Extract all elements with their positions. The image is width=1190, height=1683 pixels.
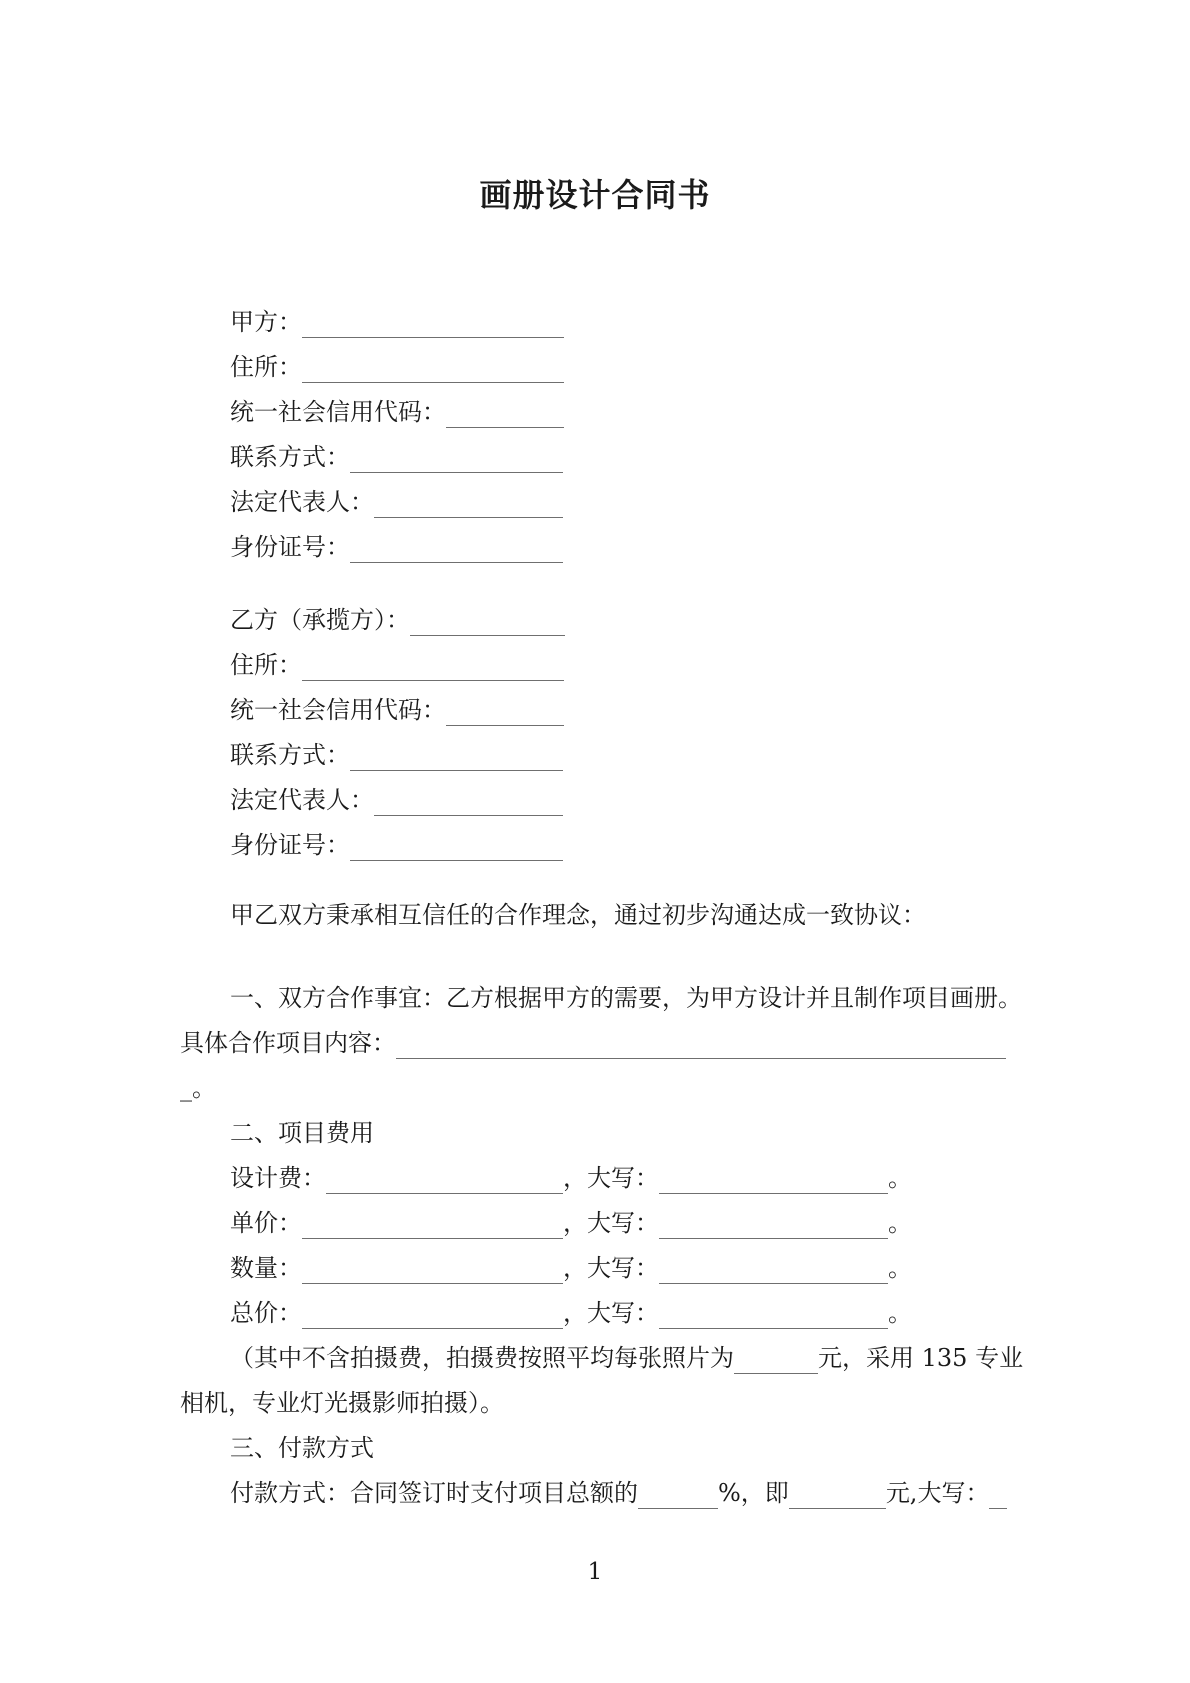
section-one-detail-blank xyxy=(396,1030,1006,1059)
party-b-contact-line xyxy=(180,733,1010,778)
fee-row-total-price xyxy=(180,1291,1010,1336)
spacer xyxy=(180,220,1010,300)
pay-mid1: %，即 xyxy=(718,1479,789,1507)
note-mid: 元，采用 135 专业 xyxy=(818,1344,1024,1372)
section-three xyxy=(180,1426,1010,1516)
amount-blank xyxy=(789,1480,886,1509)
party-a-contact-label: 联系方式： xyxy=(230,443,350,471)
party-b-legal-rep-blank xyxy=(374,787,563,816)
party-b-name-label: 乙方（承揽方）： xyxy=(230,606,410,634)
row-end: 。 xyxy=(888,1299,912,1327)
party-b-name-line xyxy=(180,598,1010,643)
note-prefix: （其中不含拍摄费，拍摄费按照平均每张照片为 xyxy=(230,1344,734,1372)
section-one xyxy=(180,976,1022,1111)
daxie-label: ，大写： xyxy=(563,1299,659,1327)
party-a-credit-code-blank xyxy=(446,399,564,428)
photo-fee-note-line2: 相机，专业灯光摄影师拍摄）。 xyxy=(180,1389,504,1417)
fee-label: 总价： xyxy=(230,1299,302,1327)
section-two xyxy=(180,1111,1024,1426)
spacer xyxy=(180,570,1010,598)
pay-mid2: 元,大写： xyxy=(885,1479,990,1507)
daxie-label: ，大写： xyxy=(563,1209,659,1237)
party-b-name-blank xyxy=(410,607,565,636)
party-b-credit-code-blank xyxy=(446,697,564,726)
party-b-address-blank xyxy=(302,652,564,681)
fee-daxie-blank xyxy=(659,1165,888,1194)
section-one-detail-label: 具体合作项目内容： xyxy=(180,1029,396,1057)
party-b-address-label: 住所： xyxy=(230,651,302,679)
page-title: 画册设计合同书 xyxy=(479,176,711,214)
section-two-heading: 二、项目费用 xyxy=(230,1119,374,1147)
fee-label: 设计费： xyxy=(230,1164,326,1192)
section-one-heading-line: 一、双方合作事宜：乙方根据甲方的需要，为甲方设计并且制作项目画册。 xyxy=(230,984,1022,1012)
daxie-label: ，大写： xyxy=(563,1254,659,1282)
fee-daxie-blank xyxy=(659,1300,888,1329)
party-a-credit-code-label: 统一社会信用代码： xyxy=(230,398,446,426)
party-a-name-blank xyxy=(302,309,564,338)
fee-amount-blank xyxy=(326,1165,563,1194)
row-end: 。 xyxy=(888,1164,912,1192)
photo-fee-blank xyxy=(734,1345,818,1374)
party-a-legal-rep-line xyxy=(180,480,1010,525)
fee-row-quantity xyxy=(180,1246,1010,1291)
party-b-address-line xyxy=(180,643,1010,688)
party-b-credit-code-line xyxy=(180,688,1010,733)
fee-row-design xyxy=(180,1156,1010,1201)
party-a-address-blank xyxy=(302,354,564,383)
party-a-name-line xyxy=(180,300,1010,345)
section-three-heading: 三、付款方式 xyxy=(230,1434,374,1462)
fee-amount-blank xyxy=(302,1210,563,1239)
party-a-legal-rep-label: 法定代表人： xyxy=(230,488,374,516)
party-a-contact-line xyxy=(180,435,1010,480)
party-a-address-line xyxy=(180,345,1010,390)
fee-label: 单价： xyxy=(230,1209,302,1237)
section-one-wrap-line: _。 xyxy=(180,1074,216,1102)
fee-row-unit-price xyxy=(180,1201,1010,1246)
party-a-name-label: 甲方： xyxy=(230,308,302,336)
page-number: 1 xyxy=(587,1559,603,1585)
party-b-block xyxy=(180,598,1010,868)
party-a-id-label: 身份证号： xyxy=(230,533,350,561)
party-b-contact-label: 联系方式： xyxy=(230,741,350,769)
party-b-contact-blank xyxy=(350,742,563,771)
preamble-line: 甲乙双方秉承相互信任的合作理念，通过初步沟通达成一致协议： xyxy=(230,901,926,929)
row-end: 。 xyxy=(888,1254,912,1282)
party-a-address-label: 住所： xyxy=(230,353,302,381)
fee-daxie-blank xyxy=(659,1210,888,1239)
document-content xyxy=(0,170,1190,1516)
party-a-legal-rep-blank xyxy=(374,489,563,518)
party-a-block xyxy=(180,300,1010,570)
spacer xyxy=(180,868,1010,893)
party-a-id-blank xyxy=(350,534,563,563)
row-end: 。 xyxy=(888,1209,912,1237)
photo-fee-note-line1 xyxy=(180,1336,1024,1381)
section-one-detail-line xyxy=(180,1021,1010,1066)
spacer xyxy=(180,938,1010,976)
fee-amount-blank xyxy=(302,1255,563,1284)
pay-prefix: 付款方式：合同签订时支付项目总额的 xyxy=(230,1479,638,1507)
party-b-legal-rep-label: 法定代表人： xyxy=(230,786,374,814)
party-b-id-label: 身份证号： xyxy=(230,831,350,859)
daxie-tail-blank xyxy=(989,1480,1007,1509)
payment-terms-line xyxy=(180,1471,1010,1516)
party-b-legal-rep-line xyxy=(180,778,1010,823)
fee-daxie-blank xyxy=(659,1255,888,1284)
party-a-contact-blank xyxy=(350,444,563,473)
party-b-credit-code-label: 统一社会信用代码： xyxy=(230,696,446,724)
percent-blank xyxy=(638,1480,718,1509)
party-a-id-line xyxy=(180,525,1010,570)
party-b-id-blank xyxy=(350,832,563,861)
party-a-credit-code-line xyxy=(180,390,1010,435)
party-b-id-line xyxy=(180,823,1010,868)
fee-amount-blank xyxy=(302,1300,563,1329)
fee-label: 数量： xyxy=(230,1254,302,1282)
daxie-label: ，大写： xyxy=(563,1164,659,1192)
